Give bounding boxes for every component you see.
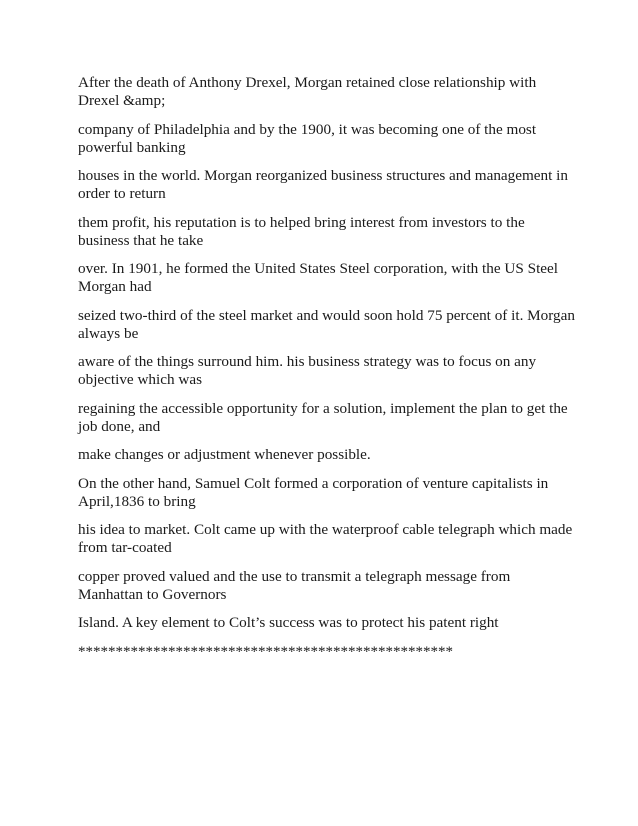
paragraph-3: houses in the world. Morgan reorganized business structures and management in order to return bbox=[78, 167, 568, 202]
separator-line: ************************************************** bbox=[78, 643, 453, 660]
paragraph-7: aware of the things surround him. his business strategy was to focus on any objective which was bbox=[78, 353, 537, 388]
paragraph-6: seized two-third of the steel market and would soon hold 75 percent of it. Morgan always be bbox=[78, 306, 575, 342]
paragraph-5: over. In 1901, he formed the United States Steel corporation, with the US Steel Morgan had bbox=[78, 260, 558, 295]
paragraph-11: his idea to market. Colt came up with the waterproof cable telegraph which made from tar-coated bbox=[78, 521, 573, 556]
paragraph-1: After the death of Anthony Drexel, Morgan retained close relationship with Drexel &amp; bbox=[78, 74, 537, 109]
paragraph-4: them profit, his reputation is to helped bring interest from investors to the business that he take bbox=[78, 213, 525, 249]
paragraph-12: copper proved valued and the use to transmit a telegraph message from Manhattan to Governors bbox=[78, 567, 511, 603]
paragraph-8: regaining the accessible opportunity for a solution, implement the plan to get the job done, and bbox=[78, 399, 568, 435]
paragraph-9: make changes or adjustment whenever possible. bbox=[78, 446, 371, 463]
document-body bbox=[78, 74, 578, 661]
paragraph-10: On the other hand, Samuel Colt formed a corporation of venture capitalists in April,1836 to bring bbox=[78, 474, 549, 510]
paragraph-2: company of Philadelphia and by the 1900, it was becoming one of the most powerful banking bbox=[78, 120, 537, 156]
paragraph-13: Island. A key element to Colt’s success was to protect his patent right bbox=[78, 614, 499, 631]
